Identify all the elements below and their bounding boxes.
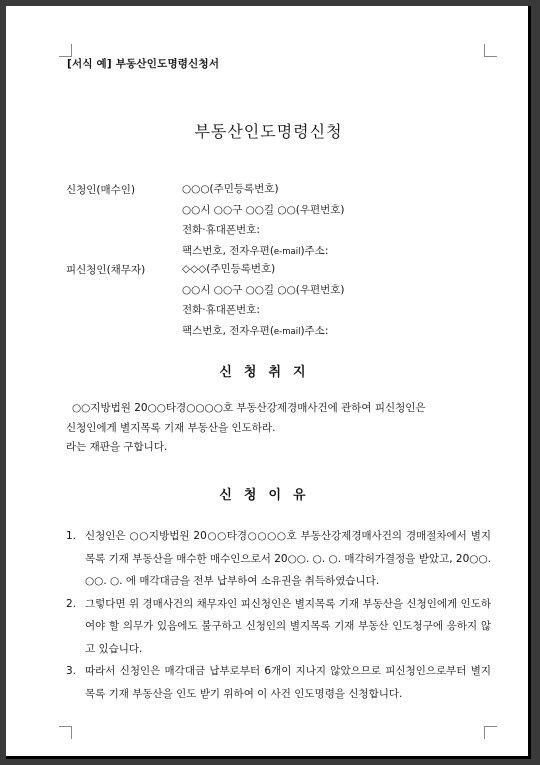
respondent-address-line: ○○시 ○○구 ○○길 ○○(우편번호) <box>182 283 345 296</box>
reason-number: 1. <box>66 530 77 542</box>
purpose-heading: 신청취지 <box>219 365 318 380</box>
purpose-line: 라는 재판을 구합니다. <box>66 441 168 453</box>
purpose-line: ○○지방법원 20○○타경○○○○호 부동산강제경매사건에 관하여 피신청인은 <box>72 402 426 414</box>
respondent-phone-line: 전화·휴대폰번호: <box>182 304 260 316</box>
reason-text: 따라서 신청인은 매각대금 납부로부터 6개이 지나지 않았으므로 피신청인으로부터 별지목록 기재 부동산을 인도 받기 위하여 이 사건 인도명령을 신청합니다. <box>85 665 491 700</box>
document-page <box>6 6 531 759</box>
reason-number: 3. <box>66 665 77 677</box>
applicant-name-line: ○○○(주민등록번호) <box>182 183 279 195</box>
form-label: [서식 예] 부동산인도명령신청서 <box>67 58 220 70</box>
crop-mark-bottom-right <box>484 726 497 739</box>
reason-item <box>66 593 491 661</box>
applicant-label: 신청인(매수인) <box>66 184 136 196</box>
reason-item <box>66 525 491 593</box>
respondent-fax-email-line: 팩스번호, 전자우편(e-mail)주소: <box>182 324 329 337</box>
reason-text: 그렇다면 위 경매사건의 채무자인 피신청인은 별지목록 기재 부동산을 신청인에게 인도하여야 할 의무가 있음에도 불구하고 신청인의 별지목록 기재 부동산 인도청구에 응하지 않고 있습니다. <box>85 597 491 655</box>
respondent-label: 피신청인(채무자) <box>66 264 146 276</box>
purpose-line: 신청인에게 별지목록 기재 부동산을 인도하라. <box>66 421 276 434</box>
crop-mark-bottom-left <box>59 726 72 739</box>
document-title: 부동산인도명령신청 <box>194 122 343 141</box>
applicant-phone-line: 전화·휴대폰번호: <box>182 224 260 236</box>
reason-text: 신청인은 ○○지방법원 20○○타경○○○○호 부동산강제경매사건의 경매절차에서 별지목록 기재 부동산을 매수한 매수인으로서 20○○. ○. ○. 매각허가결정을 받았고, 20○○. ○○. ○. 에 매각대금을 전부 납부하여 소유권을 취득하였습니다. <box>85 530 491 587</box>
applicant-details <box>182 182 345 264</box>
reasons-list <box>66 525 491 705</box>
applicant-fax-email-line: 팩스번호, 전자우편(e-mail)주소: <box>182 244 329 257</box>
crop-mark-top-right <box>484 44 497 57</box>
reason-item <box>66 660 491 705</box>
reason-number: 2. <box>66 597 77 610</box>
respondent-name-line: ◇◇◇(주민등록번호) <box>182 263 276 275</box>
reasons-heading: 신청이유 <box>219 488 318 503</box>
applicant-address-line: ○○시 ○○구 ○○길 ○○(우편번호) <box>182 203 345 216</box>
purpose-body <box>66 399 481 458</box>
respondent-details <box>182 262 345 344</box>
